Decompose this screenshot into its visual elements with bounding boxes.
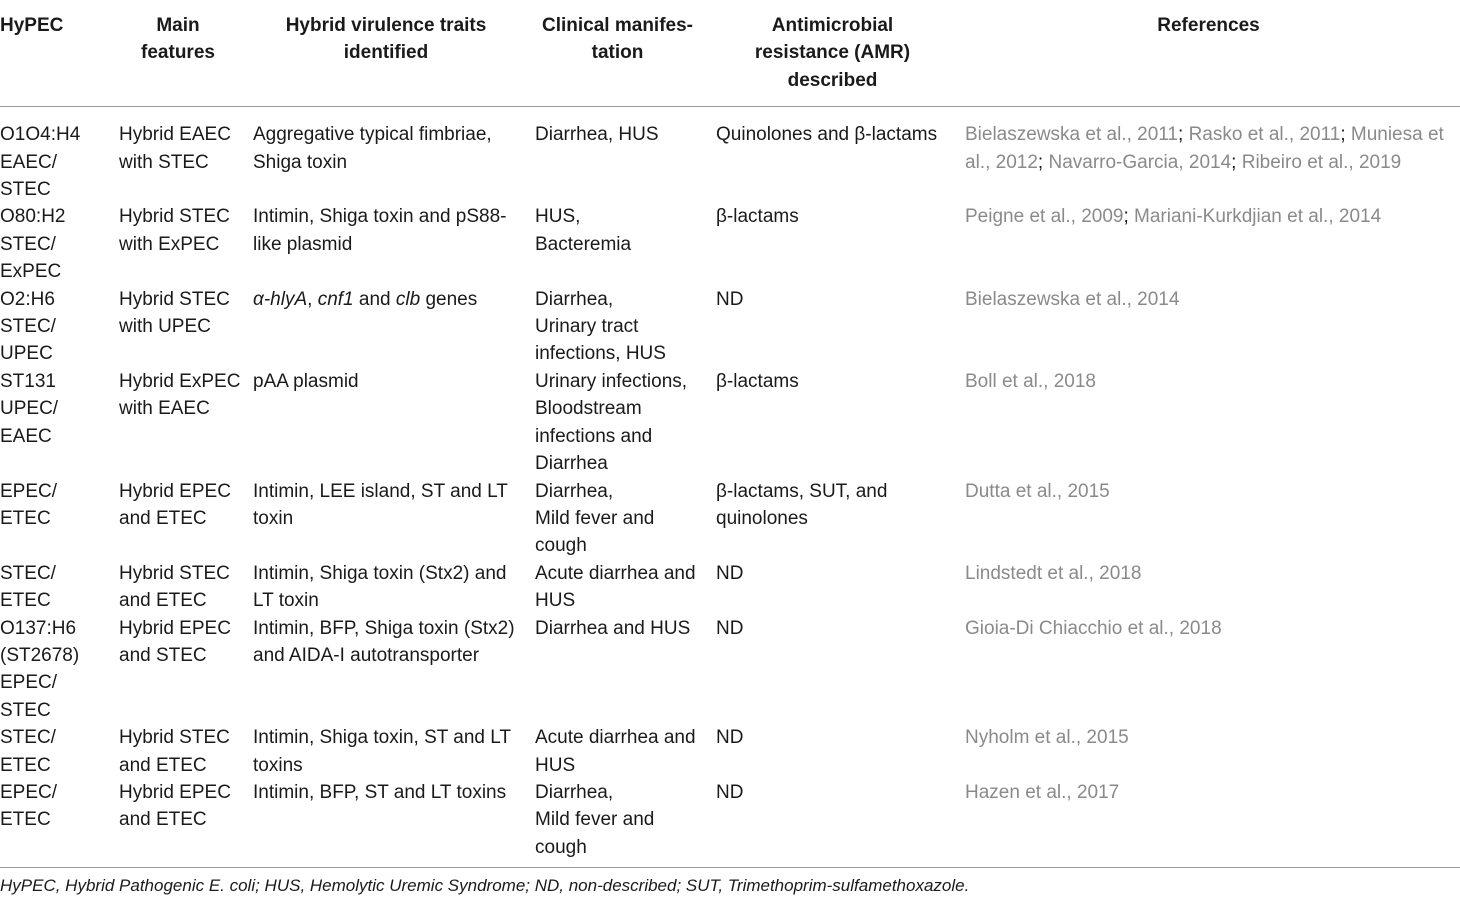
clinical-line: Diarrhea and HUS — [535, 617, 691, 639]
cell-main-features: Hybrid EPEC and ETEC — [119, 480, 231, 529]
clinical-line: Bacteremia — [535, 233, 632, 255]
header-virulence-traits: Hybrid virulence traits identified — [245, 0, 527, 107]
cell-hypec — [0, 203, 111, 285]
clinical-line: Mild fever and cough — [535, 507, 655, 557]
traits-text: , — [307, 288, 318, 310]
clinical-line: Acute diarrhea and HUS — [535, 562, 696, 612]
cell-clinical-manifestation — [527, 107, 708, 204]
hypec-line: O2:H6 — [0, 288, 55, 310]
cell-virulence-traits: Intimin, BFP, Shiga toxin (Stx2) and AIDA-I autotransporter — [253, 617, 515, 666]
hypec-line: STEC/ — [0, 727, 56, 749]
hypec-line: ETEC — [0, 507, 51, 529]
clinical-line: Acute diarrhea and HUS — [535, 727, 696, 776]
header-main-features: Main features — [111, 0, 245, 107]
hypec-line: UPEC/ — [0, 398, 59, 420]
clinical-line: Diarrhea, — [535, 781, 614, 803]
hypec-line: O1O4:H4 — [0, 124, 81, 146]
cell-clinical-manifestation — [527, 368, 708, 478]
hypec-line: STEC/ — [0, 233, 56, 255]
cell-amr: β-lactams — [716, 206, 799, 228]
hypec-line: STEC/ — [0, 562, 56, 584]
table-row — [0, 560, 1460, 615]
gene-name: α-hlyA — [253, 288, 308, 310]
reference-link[interactable]: Mariani-Kurkdjian et al., 2014 — [1134, 206, 1382, 228]
hypec-line: (ST2678) — [0, 644, 80, 666]
cell-main-features: Hybrid STEC and ETEC — [119, 562, 230, 612]
header-references: References — [957, 0, 1460, 107]
reference-link[interactable]: Rasko et al., 2011 — [1188, 124, 1341, 146]
table-row — [0, 615, 1460, 725]
cell-main-features: Hybrid STEC and ETEC — [119, 727, 230, 776]
reference-link[interactable]: Hazen et al., 2017 — [965, 781, 1120, 803]
table-row — [0, 368, 1460, 478]
cell-hypec — [0, 615, 111, 725]
cell-clinical-manifestation — [527, 203, 708, 285]
cell-hypec — [0, 286, 111, 368]
cell-amr: ND — [716, 617, 744, 639]
cell-references — [957, 107, 1460, 204]
cell-main-features: Hybrid STEC with ExPEC — [119, 206, 230, 255]
reference-link[interactable]: Bielaszewska et al., 2014 — [965, 288, 1180, 310]
table-row — [0, 724, 1460, 779]
cell-amr: Quinolones and β-lactams — [716, 124, 938, 146]
cell-main-features: Hybrid EAEC with STEC — [119, 124, 231, 173]
reference-link[interactable]: Peigne et al., 2009 — [965, 206, 1124, 228]
cell-amr: β-lactams — [716, 370, 799, 392]
cell-virulence-traits: Intimin, Shiga toxin, ST and LT toxins — [253, 727, 511, 776]
reference-link[interactable]: Boll et al., 2018 — [965, 370, 1096, 392]
clinical-line: HUS, — [535, 206, 581, 228]
reference-link[interactable]: Gioia-Di Chiacchio et al., 2018 — [965, 617, 1222, 639]
cell-virulence-traits — [245, 286, 527, 368]
cell-references — [957, 724, 1460, 779]
cell-amr: ND — [716, 727, 744, 749]
cell-amr: ND — [716, 288, 744, 310]
cell-hypec — [0, 724, 111, 779]
hypec-line: ETEC — [0, 809, 51, 831]
hypec-line: ST131 — [0, 370, 56, 392]
table-header — [0, 0, 1460, 107]
cell-clinical-manifestation — [527, 615, 708, 725]
hypec-line: ETEC — [0, 590, 51, 612]
cell-hypec — [0, 560, 111, 615]
gene-name: clb — [395, 288, 421, 310]
hypec-line: STEC/ — [0, 316, 56, 338]
table-footnote: HyPEC, Hybrid Pathogenic E. coli; HUS, Hemolytic Uremic Syndrome; ND, non-described; SUT, Trimethoprim-sulfamethoxazole. — [0, 876, 970, 895]
cell-virulence-traits: Intimin, BFP, ST and LT toxins — [245, 779, 527, 868]
cell-amr: ND — [716, 562, 744, 584]
cell-virulence-traits: pAA plasmid — [253, 370, 359, 392]
cell-references — [957, 478, 1460, 560]
cell-virulence-traits: Intimin, Shiga toxin and pS88-like plasmid — [253, 206, 507, 255]
reference-link[interactable]: Muniesa et al., 2012 — [965, 124, 1444, 173]
reference-separator: ; — [1178, 124, 1189, 146]
cell-amr: ND — [708, 779, 957, 868]
cell-references — [957, 615, 1460, 725]
cell-virulence-traits: Intimin, Shiga toxin (Stx2) and LT toxin — [253, 562, 507, 612]
table-row — [0, 779, 1460, 868]
hypec-line: UPEC — [0, 343, 53, 365]
cell-main-features: Hybrid EPEC and STEC — [119, 617, 231, 666]
cell-hypec — [0, 368, 111, 478]
cell-hypec — [0, 779, 111, 868]
cell-references — [957, 779, 1460, 868]
reference-separator: ; — [1231, 151, 1242, 173]
hypec-line: ETEC — [0, 754, 51, 776]
reference-link[interactable]: Lindstedt et al., 2018 — [965, 562, 1142, 584]
cell-virulence-traits: Aggregative typical fimbriae, Shiga toxin — [253, 124, 492, 173]
hypec-line: EAEC/ — [0, 151, 58, 173]
table-row — [0, 478, 1460, 560]
hypec-line: O80:H2 — [0, 206, 66, 228]
clinical-line: Urinary tract infections, HUS — [535, 316, 666, 365]
cell-clinical-manifestation — [527, 724, 708, 779]
cell-references — [957, 286, 1460, 368]
reference-separator: ; — [1123, 206, 1135, 228]
cell-clinical-manifestation — [527, 560, 708, 615]
cell-main-features: Hybrid EPEC and ETEC — [111, 779, 245, 868]
cell-hypec — [0, 107, 111, 204]
cell-clinical-manifestation — [527, 286, 708, 368]
table-body — [0, 107, 1460, 868]
cell-clinical-manifestation — [527, 478, 708, 560]
cell-main-features: Hybrid STEC with UPEC — [119, 288, 230, 338]
hypec-line: EAEC — [0, 425, 52, 447]
reference-separator: ; — [1340, 124, 1351, 146]
hypec-line: O137:H6 — [0, 617, 77, 639]
cell-main-features: Hybrid ExPEC with EAEC — [119, 370, 241, 420]
reference-separator: ; — [1037, 151, 1049, 173]
clinical-line: Diarrhea, HUS — [535, 124, 659, 146]
cell-hypec — [0, 478, 111, 560]
traits-text: and — [353, 288, 396, 310]
hypec-line: ExPEC — [0, 261, 62, 283]
gene-name: cnf1 — [317, 288, 354, 310]
hypec-line: EPEC/ — [0, 672, 58, 694]
hypec-line: STEC — [0, 179, 51, 201]
clinical-line: Diarrhea, — [535, 288, 614, 310]
header-amr: Antimicrobial resistance (AMR) described — [708, 0, 957, 107]
traits-text: genes — [420, 288, 478, 310]
cell-virulence-traits: Intimin, LEE island, ST and LT toxin — [253, 480, 508, 529]
table-row — [0, 107, 1460, 204]
clinical-line: Mild fever and cough — [535, 809, 655, 858]
reference-link[interactable]: Bielaszewska et al., 2011 — [965, 124, 1178, 146]
hypec-line: EPEC/ — [0, 781, 58, 803]
reference-link[interactable]: Navarro-Garcia, 2014 — [1048, 151, 1232, 173]
hypec-line: EPEC/ — [0, 480, 58, 502]
header-clinical-manifestation: Clinical manifes-tation — [527, 0, 708, 107]
table-row — [0, 286, 1460, 368]
reference-link[interactable]: Ribeiro et al., 2019 — [1241, 151, 1402, 173]
cell-references — [957, 560, 1460, 615]
header-hypec: HyPEC — [0, 0, 111, 107]
table-row — [0, 203, 1460, 285]
hypec-line: STEC — [0, 699, 51, 721]
cell-references — [957, 203, 1460, 285]
cell-clinical-manifestation — [527, 779, 708, 868]
reference-link[interactable]: Dutta et al., 2015 — [965, 480, 1110, 502]
cell-references — [957, 368, 1460, 478]
cell-amr: β-lactams, SUT, and quinolones — [716, 480, 888, 529]
clinical-line: Urinary infections, Bloodstream infections and Diarrhea — [535, 370, 688, 475]
header-row — [0, 0, 1460, 107]
clinical-line: Diarrhea, — [535, 480, 614, 502]
reference-link[interactable]: Nyholm et al., 2015 — [965, 727, 1129, 749]
